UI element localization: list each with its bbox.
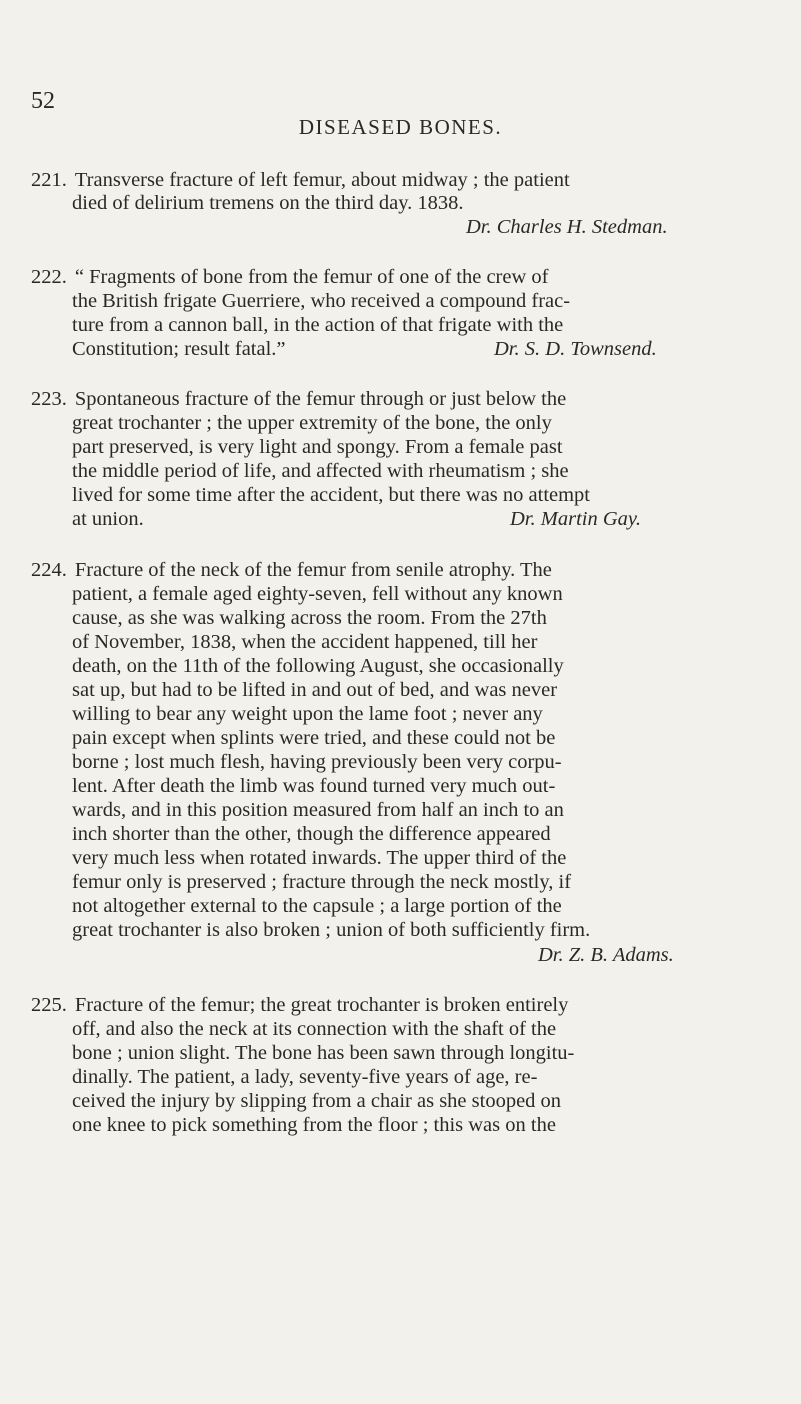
- entry-line: lived for some time after the accident, but there was no attempt: [72, 484, 591, 506]
- entry-line: part preserved, is very light and spongy. From a female past: [72, 436, 563, 458]
- entry-line: at union.: [72, 508, 144, 530]
- page-number: 52: [31, 88, 55, 114]
- entry-line: one knee to pick something from the floor ; this was on the: [72, 1114, 556, 1136]
- entry-author: Dr. Charles H. Stedman.: [466, 216, 668, 238]
- entry-line: 223. Spontaneous fracture of the femur through or just below the: [31, 388, 567, 410]
- entry-line: lent. After death the limb was found turned very much out-: [72, 775, 556, 797]
- entry-line: 221. Transverse fracture of left femur, about midway ; the patient: [31, 169, 570, 191]
- entry-number: 221.: [31, 169, 67, 191]
- entry-line: sat up, but had to be lifted in and out of bed, and was never: [72, 679, 558, 701]
- entry-line: wards, and in this position measured from half an inch to an: [72, 799, 564, 821]
- entry-line: the British frigate Guerriere, who received a compound frac-: [72, 290, 571, 312]
- entry-line: very much less when rotated inwards. The upper third of the: [72, 847, 567, 869]
- running-head: DISEASED BONES.: [298, 115, 503, 139]
- entry-line: the middle period of life, and affected with rheumatism ; she: [72, 460, 569, 482]
- entry-line: ceived the injury by slipping from a chair as she stooped on: [72, 1090, 562, 1112]
- entry-number: 222.: [31, 266, 67, 288]
- entry-line: 225. Fracture of the femur; the great trochanter is broken entirely: [31, 994, 569, 1016]
- entry-author: Dr. S. D. Townsend.: [494, 338, 657, 360]
- entry-line: died of delirium tremens on the third day. 1838.: [72, 192, 464, 214]
- entry-line: inch shorter than the other, though the difference appeared: [72, 823, 551, 845]
- entry-line: cause, as she was walking across the room. From the 27th: [72, 607, 547, 629]
- entry-line: not altogether external to the capsule ; a large portion of the: [72, 895, 562, 917]
- entry-line: 222. “ Fragments of bone from the femur of one of the crew of: [31, 266, 549, 288]
- entry-line: 224. Fracture of the neck of the femur from senile atrophy. The: [31, 559, 552, 581]
- entry-line: willing to bear any weight upon the lame foot ; never any: [72, 703, 543, 725]
- entry-line: ture from a cannon ball, in the action of that frigate with the: [72, 314, 564, 336]
- entry-line: Constitution; result fatal.”: [72, 338, 286, 360]
- entry-line: off, and also the neck at its connection with the shaft of the: [72, 1018, 557, 1040]
- entry-line: death, on the 11th of the following August, she occasionally: [72, 655, 564, 677]
- entry-line: pain except when splints were tried, and these could not be: [72, 727, 556, 749]
- entry-line: of November, 1838, when the accident happened, till her: [72, 631, 538, 653]
- entry-author: Dr. Z. B. Adams.: [538, 944, 674, 966]
- entry-author: Dr. Martin Gay.: [510, 508, 641, 530]
- entry-line: bone ; union slight. The bone has been sawn through longitu-: [72, 1042, 575, 1064]
- entry-line: borne ; lost much flesh, having previously been very corpu-: [72, 751, 562, 773]
- entry-number: 224.: [31, 559, 67, 581]
- entry-line: great trochanter is also broken ; union of both sufficiently firm.: [72, 919, 591, 941]
- entry-line: dinally. The patient, a lady, seventy-five years of age, re-: [72, 1066, 538, 1088]
- entry-line: great trochanter ; the upper extremity of the bone, the only: [72, 412, 552, 434]
- entry-number: 225.: [31, 994, 67, 1016]
- entry-number: 223.: [31, 388, 67, 410]
- entry-line: femur only is preserved ; fracture through the neck mostly, if: [72, 871, 572, 893]
- entry-line: patient, a female aged eighty-seven, fell without any known: [72, 583, 563, 605]
